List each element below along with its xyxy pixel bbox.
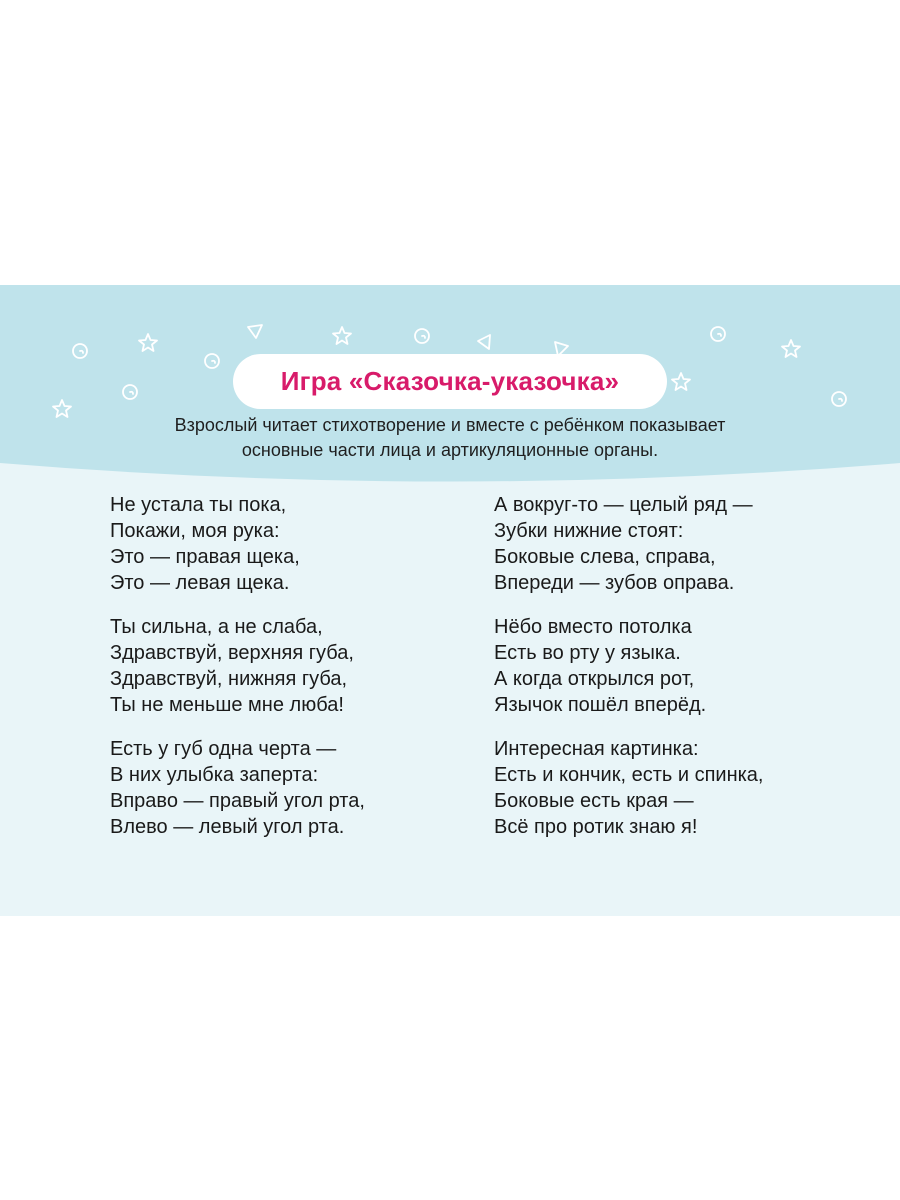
poem-line: Язычок пошёл вперёд.	[494, 694, 707, 716]
poem-line: Впереди — зубов оправа.	[494, 572, 735, 594]
poem-column-left	[110, 492, 470, 858]
poem-line: Здравствуй, верхняя губа,	[110, 642, 354, 664]
poem-line: Это — правая щека,	[110, 546, 300, 568]
poem-line: Это — левая щека.	[110, 572, 290, 594]
stanza	[110, 736, 470, 840]
game-card	[0, 285, 900, 916]
poem-line: Боковые есть края —	[494, 790, 694, 812]
poem-line: Ты не меньше мне люба!	[110, 694, 344, 716]
intro-line: основные части лица и артикуляционные органы.	[241, 440, 659, 460]
stanza	[110, 614, 470, 718]
header-band	[0, 285, 900, 485]
poem-line: Всё про ротик знаю я!	[494, 816, 698, 838]
poem-line: А когда открылся рот,	[494, 668, 695, 690]
title-pill	[233, 354, 667, 409]
poem-line: В них улыбка заперта:	[110, 764, 319, 786]
page-title: Игра «Сказочка-указочка»	[280, 366, 620, 396]
poem-line: Ты сильна, а не слаба,	[110, 616, 323, 638]
stanza	[494, 736, 854, 840]
poem-column-right	[494, 492, 854, 858]
poem-line: Есть и кончик, есть и спинка,	[494, 764, 764, 786]
poem-line: Боковые слева, справа,	[494, 546, 716, 568]
poem-line: Интересная картинка:	[494, 738, 699, 760]
poem-line: Нёбо вместо потолка	[494, 616, 692, 638]
poem-line: А вокруг-то — целый ряд —	[494, 494, 753, 516]
intro-text	[100, 413, 800, 463]
poem-line: Есть во рту у языка.	[494, 642, 681, 664]
poem-line: Есть у губ одна черта —	[110, 738, 337, 760]
stanza	[110, 492, 470, 596]
poem-line: Не устала ты пока,	[110, 494, 287, 516]
poem-line: Зубки нижние стоят:	[494, 520, 684, 542]
poem-line: Покажи, моя рука:	[110, 520, 280, 542]
stanza	[494, 614, 854, 718]
stanza	[494, 492, 854, 596]
poem-line: Вправо — правый угол рта,	[110, 790, 365, 812]
intro-line: Взрослый читает стихотворение и вместе с ребёнком показывает	[174, 415, 726, 435]
poem-line: Влево — левый угол рта.	[110, 816, 345, 838]
poem-line: Здравствуй, нижняя губа,	[110, 668, 348, 690]
